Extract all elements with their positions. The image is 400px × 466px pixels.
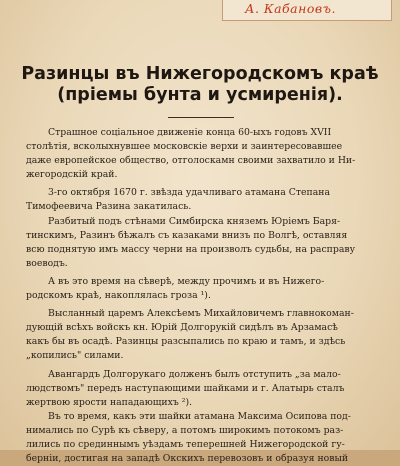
paragraph (26, 410, 390, 466)
title-divider (168, 117, 234, 118)
text-line: Разбитый подъ стѣнами Симбирска княземъ Юріемъ Баря- (48, 215, 341, 227)
author-name: А. Кабановъ. (245, 1, 336, 16)
paragraph (26, 215, 390, 271)
text-line: людствомъ" передъ наступающими шайками и г. Алатырь сталъ (26, 382, 345, 394)
paragraph (26, 186, 390, 214)
text-line: какъ бы въ осадѣ. Разинцы разсыпались по краю и тамъ, и здѣсь (26, 336, 346, 348)
title-line-1: Разинцы въ Нижегородскомъ краѣ (21, 64, 379, 84)
text-line: даже европейское общество, отголоскамн своими захватило и Ни- (26, 155, 356, 167)
title-line-2: (пріемы бунта и усмиренія). (57, 85, 343, 105)
paragraph (26, 307, 390, 363)
text-line: жегородскій край. (26, 169, 118, 181)
paragraph (26, 126, 390, 182)
paragraph (26, 275, 390, 303)
text-line: родскомъ краѣ, накоплялась гроза ¹). (26, 290, 211, 302)
paragraph (26, 368, 390, 410)
text-line: тинскимъ, Разинъ бѣжалъ съ казаками внизъ по Волгѣ, оставляя (26, 229, 348, 241)
text-line: Въ то время, какъ эти шайки атамана Максима Осипова под- (48, 410, 351, 422)
text-line: берніи, достигая на западѣ Окскихъ перевозовъ и образуя новый (26, 453, 349, 465)
text-line: нимались по Сурѣ къ сѣверу, а потомъ широкимъ потокомъ раз- (26, 424, 344, 436)
author-stamp (222, 0, 392, 21)
text-line: лились по срединнымъ уѣздамъ теперешней Нижегородской гу- (26, 438, 345, 450)
text-line: Страшное соціальное движеніе конца 60-ыхъ годовъ XVII (48, 127, 332, 138)
text-line: всю поднятую имъ массу черни на произволъ судьбы, на расправу (26, 243, 356, 255)
text-line: А въ это время на сѣверѣ, между прочимъ и въ Нижего- (48, 275, 325, 287)
article-body (26, 126, 390, 466)
article-title (10, 64, 390, 106)
text-line: столѣтія, всколыхнувшее московскіе верхи и заинтересовавшее (26, 141, 343, 153)
text-line: Высланный царемъ Алексѣемъ Михайловичемъ главнокоман- (48, 308, 354, 320)
text-line: воеводъ. (26, 257, 68, 269)
text-line: дующій всѣхъ войскъ кн. Юрій Долгорукій сидѣлъ въ Арзамасѣ (26, 322, 338, 334)
text-line: „копились" силами. (26, 350, 124, 362)
text-line: Авангардъ Долгорукаго долженъ былъ отступить „за мало- (48, 368, 341, 380)
text-line: 3-го октября 1670 г. звѣзда удачливаго атамана Степана (48, 187, 330, 199)
text-line: жертвою ярости нападающихъ ²). (26, 396, 193, 408)
text-line: Тимофеевича Разина закатилась. (26, 201, 192, 213)
